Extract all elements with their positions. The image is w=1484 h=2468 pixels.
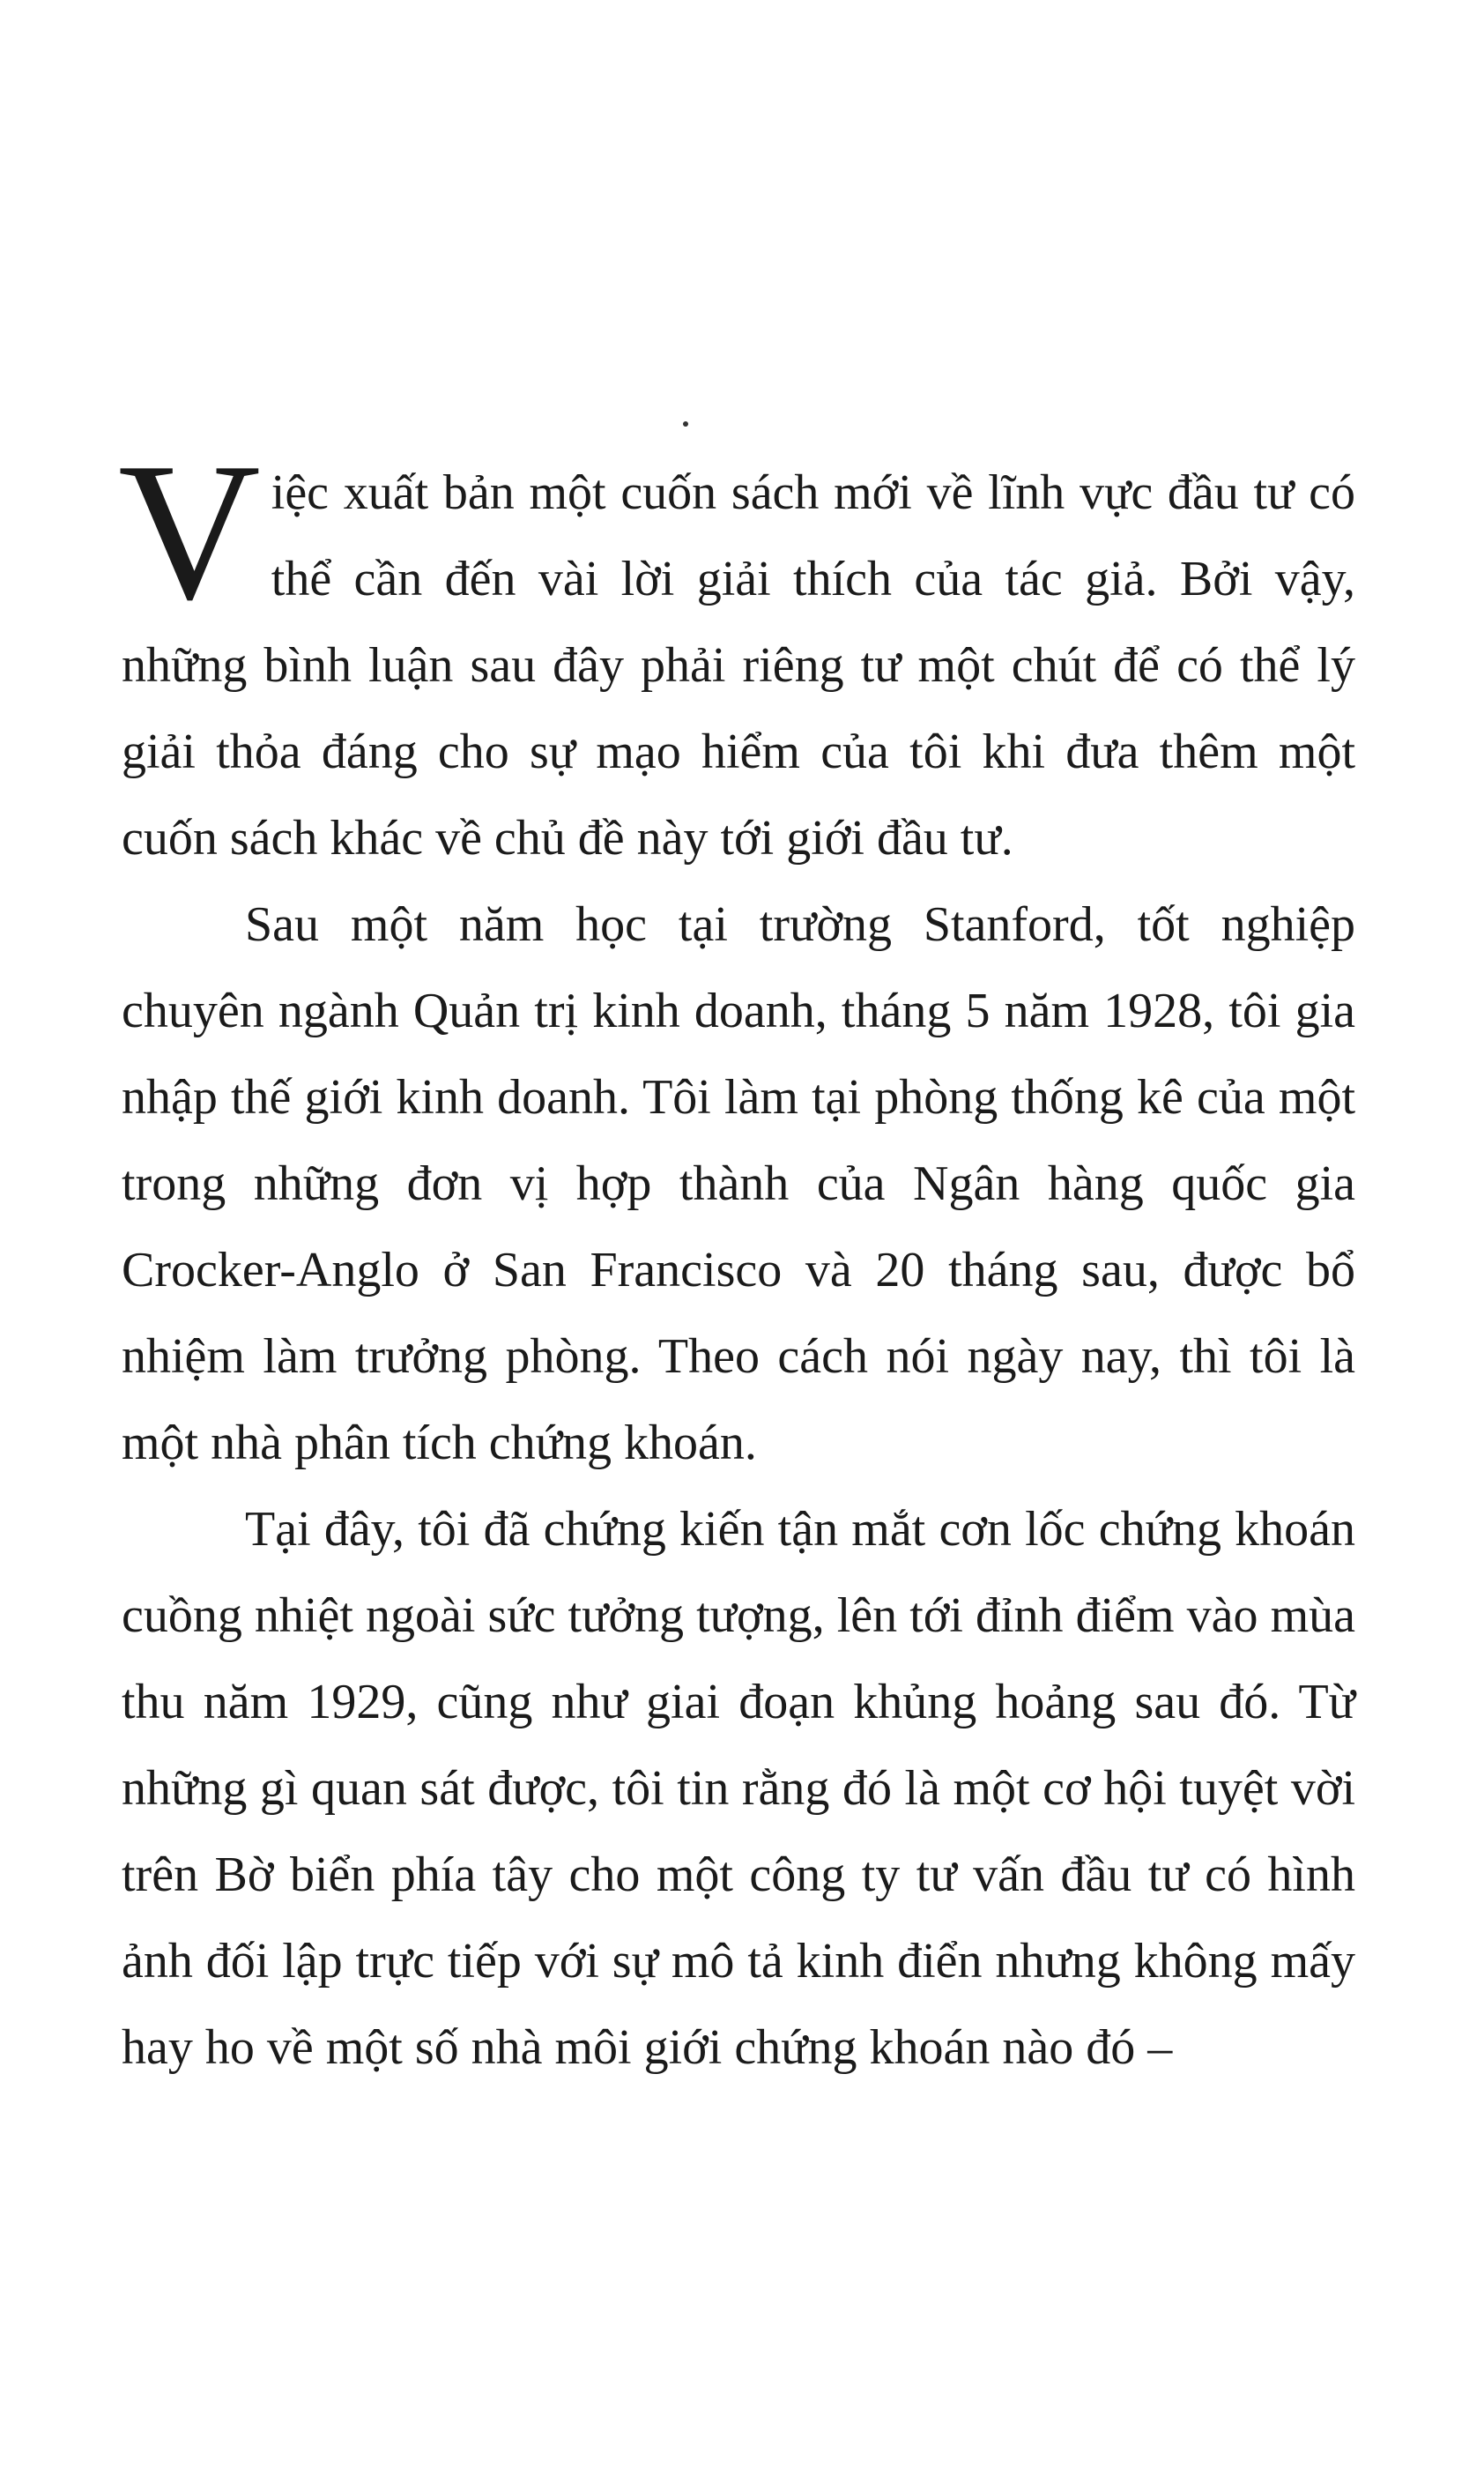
body-text xyxy=(118,422,1355,2091)
paragraph-1-text: iệc xuất bản một cuốn sách mới về lĩnh vực đầu tư có thể cần đến vài lời giải thích của tác giả. Bởi vậy, những bình luận sau đây phải riêng tư một chút để có thể lý giải thỏa đáng cho sự mạo hiểm của tôi khi đưa thêm một cuốn sách khác về chủ đề này tới giới đầu tư. xyxy=(122,465,1355,866)
paragraph-3: Tại đây, tôi đã chứng kiến tận mắt cơn lốc chứng khoán cuồng nhiệt ngoài sức tưởng tượng, lên tới đỉnh điểm vào mùa thu năm 1929, cũng như giai đoạn khủng hoảng sau đó. Từ những gì quan sát được, tôi tin rằng đó là một cơ hội tuyệt vời trên Bờ biển phía tây cho một công ty tư vấn đầu tư có hình ảnh đối lập trực tiếp với sự mô tả kinh điển nhưng không mấy hay ho về một số nhà môi giới chứng khoán nào đó – xyxy=(122,1502,1355,2075)
paragraph-1 xyxy=(118,422,1355,881)
drop-cap: V xyxy=(118,422,261,641)
ornament-dot xyxy=(683,421,688,427)
paragraph-2: Sau một năm học tại trường Stanford, tốt nghiệp chuyên ngành Quản trị kinh doanh, tháng 5 năm 1928, tôi gia nhập thế giới kinh doanh. Tôi làm tại phòng thống kê của một trong những đơn vị hợp thành của Ngân hàng quốc gia Crocker-Anglo ở San Francisco và 20 tháng sau, được bổ nhiệm làm trưởng phòng. Theo cách nói ngày nay, thì tôi là một nhà phân tích chứng khoán. xyxy=(122,897,1355,1470)
